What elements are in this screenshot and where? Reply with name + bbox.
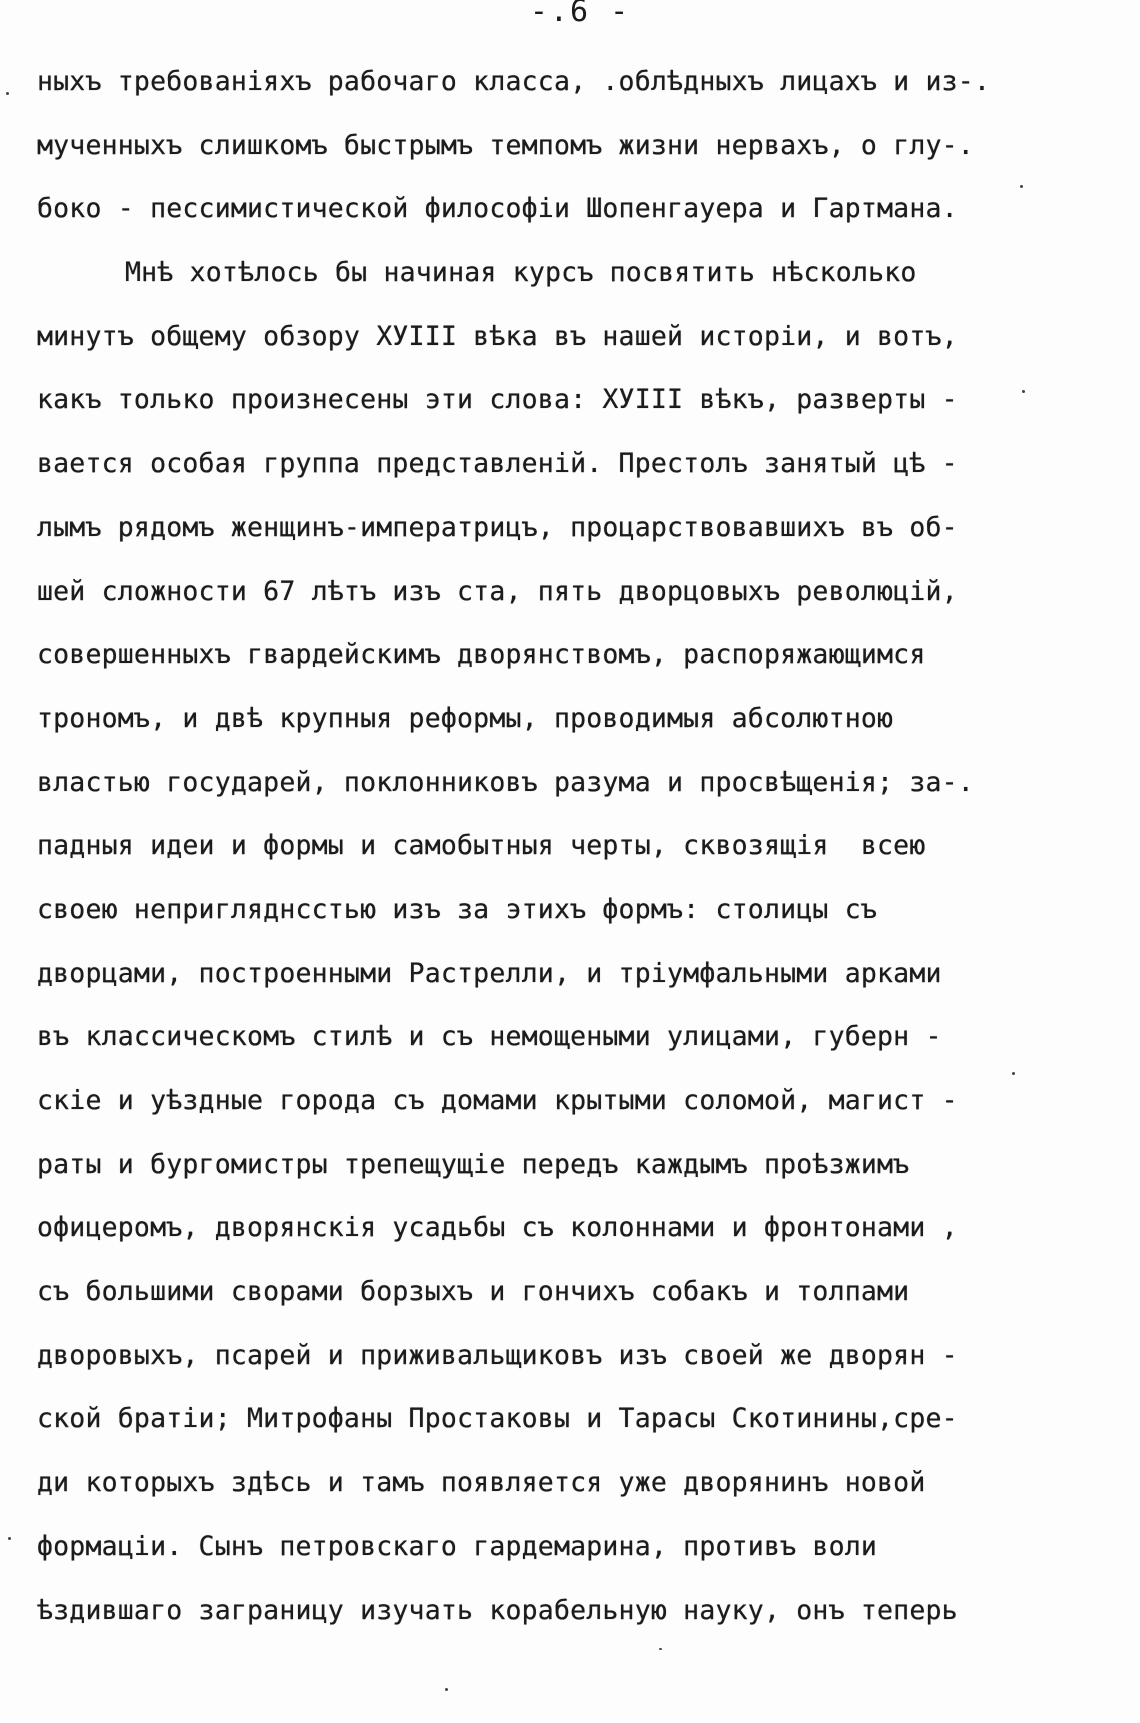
- text-line: Мнѣ хотѣлось бы начиная курсъ посвятить нѣсколько: [125, 257, 917, 289]
- text-line: падныя идеи и формы и самобытныя черты, сквозящія всею: [37, 830, 926, 862]
- text-line: ди которыхъ здѣсь и тамъ появляется уже дворянинъ новой: [37, 1467, 926, 1499]
- text-line: какъ только произнесены эти слова: ХУIII вѣкъ, разверты -: [37, 384, 958, 416]
- text-line: вается особая группа представленій. Престолъ занятый цѣ -: [37, 448, 958, 480]
- text-line: шей сложности 67 лѣтъ изъ ста, пять дворцовыхъ революцій,: [37, 575, 958, 607]
- text-line: ныхъ требованіяхъ рабочаго класса, .облѣдныхъ лицахъ и из-.: [37, 66, 991, 97]
- page-number: -.6 -: [529, 0, 631, 29]
- text-line: мученныхъ слишкомъ быстрымъ темпомъ жизни нервахъ, о глу-.: [37, 129, 974, 161]
- text-line: властью государей, поклонниковъ разума и просвѣщенія; за-.: [37, 766, 974, 798]
- text-line: офицеромъ, дворянскія усадьбы съ колоннами и фронтонами ,: [37, 1212, 958, 1244]
- text-line: боко - пессимистической философіи Шопенгауера и Гартмана.: [37, 193, 958, 225]
- text-line: формаціи. Сынъ петровскаго гардемарина, противъ воли: [37, 1530, 878, 1562]
- paper-speck: [659, 1648, 662, 1650]
- text-body: [37, 50, 1117, 1642]
- paper-speck: [8, 1537, 11, 1540]
- text-line: совершенныхъ гвардейскимъ дворянствомъ, распоряжающимся: [37, 639, 926, 671]
- text-line: дворовыхъ, псарей и приживальщиковъ изъ своей же дворян -: [37, 1339, 958, 1371]
- paper-speck: [1012, 1072, 1015, 1075]
- text-line: скіе и уѣздные города съ домами крытыми соломой, магист -: [37, 1085, 958, 1116]
- text-line: трономъ, и двѣ крупныя реформы, проводимыя абсолютною: [37, 702, 894, 734]
- paper-speck: [1022, 390, 1025, 393]
- paper-speck: [445, 1688, 448, 1691]
- text-line: ской братіи; Митрофаны Простаковы и Тарасы Скотинины,сре-: [37, 1403, 958, 1435]
- text-line: дворцами, построенными Растрелли, и тріумфальными арками: [37, 957, 942, 989]
- paper-speck: [6, 92, 9, 95]
- text-line: съ большими сворами борзыхъ и гончихъ собакъ и толпами: [37, 1276, 910, 1308]
- paper-speck: [1020, 185, 1023, 188]
- text-line: раты и бургомистры трепещущіе передъ каждымъ проѣзжимъ: [37, 1148, 910, 1180]
- text-line: минутъ общему обзору ХУIII вѣка въ нашей исторіи, и вотъ,: [37, 320, 958, 352]
- text-line: въ классическомъ стилѣ и съ немощеными улицами, губерн -: [37, 1021, 942, 1053]
- text-line: лымъ рядомъ женщинъ-императрицъ, процарствовавшихъ въ об-: [37, 511, 958, 543]
- text-line: своею непригляднcстью изъ за этихъ формъ: столицы съ: [37, 893, 878, 925]
- text-line: ѣздившаго заграницу изучать корабельную науку, онъ теперь: [37, 1594, 958, 1626]
